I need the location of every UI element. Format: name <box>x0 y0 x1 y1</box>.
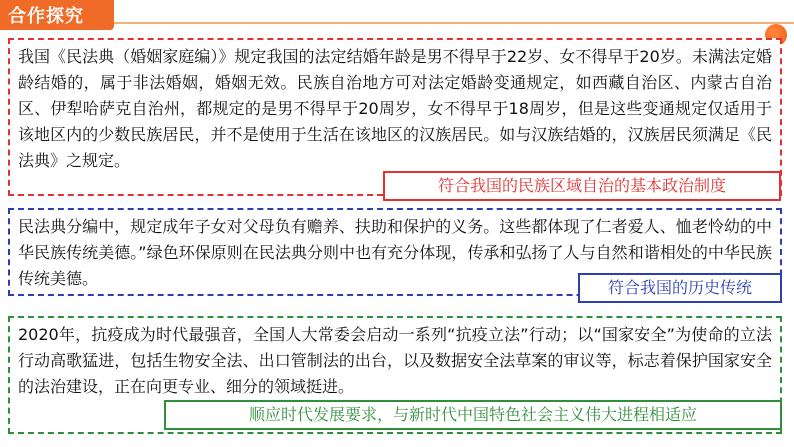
paragraph-epidemic-legislation: 2020年，抗疫成为时代最强音，全国人大常委会启动一系列“抗疫立法”行动；以“国家安全”为使命的立法行动高歌猛进，包括生物安全法、出口管制法的出台，以及数据安全法草案的审议等，标志着保护国家安全的法治建设，正在向更专业、细分的领域挺进。 <box>18 325 772 396</box>
conclusion-label-times-development: 顺应时代发展要求，与新时代中国特色社会主义伟大进程相适应 <box>164 400 782 430</box>
paragraph-marriage-age: 我国《民法典（婚姻家庭编）》规定我国的法定结婚年龄是男不得早于22岁、女不得早于20岁。未满法定婚龄结婚的，属于非法婚姻，婚姻无效。民族自治地方可对法定婚龄变通规定，如西藏自治区、内蒙古自治区、伊犁哈萨克自治州，都规定的是男不得早于20周岁，女不得早于18周岁，但是这些变通规定仅适用于该地区内的少数民族居民，并不是使用于生活在该地区的汉族居民。如与汉族结婚的，汉族居民须满足《民法典》之规定。 <box>18 47 772 170</box>
title-tab <box>0 0 114 30</box>
conclusion-label-history-tradition: 符合我国的历史传统 <box>578 273 782 303</box>
paragraph-family-virtue: 民法典分编中，规定成年子女对父母负有赡养、扶助和保护的义务。这些都体现了仁者爱人、恤老怜幼的中华民族传统美德。”绿色环保原则在民法典分则中也有充分体现，传承和弘扬了人与自然和谐相处的中华民族传统美德。 <box>18 217 772 288</box>
conclusion-label-ethnic-autonomy: 符合我国的民族区域自治的基本政治制度 <box>383 171 781 201</box>
header-rule <box>0 22 794 24</box>
page-title: 合作探究 <box>8 6 84 27</box>
